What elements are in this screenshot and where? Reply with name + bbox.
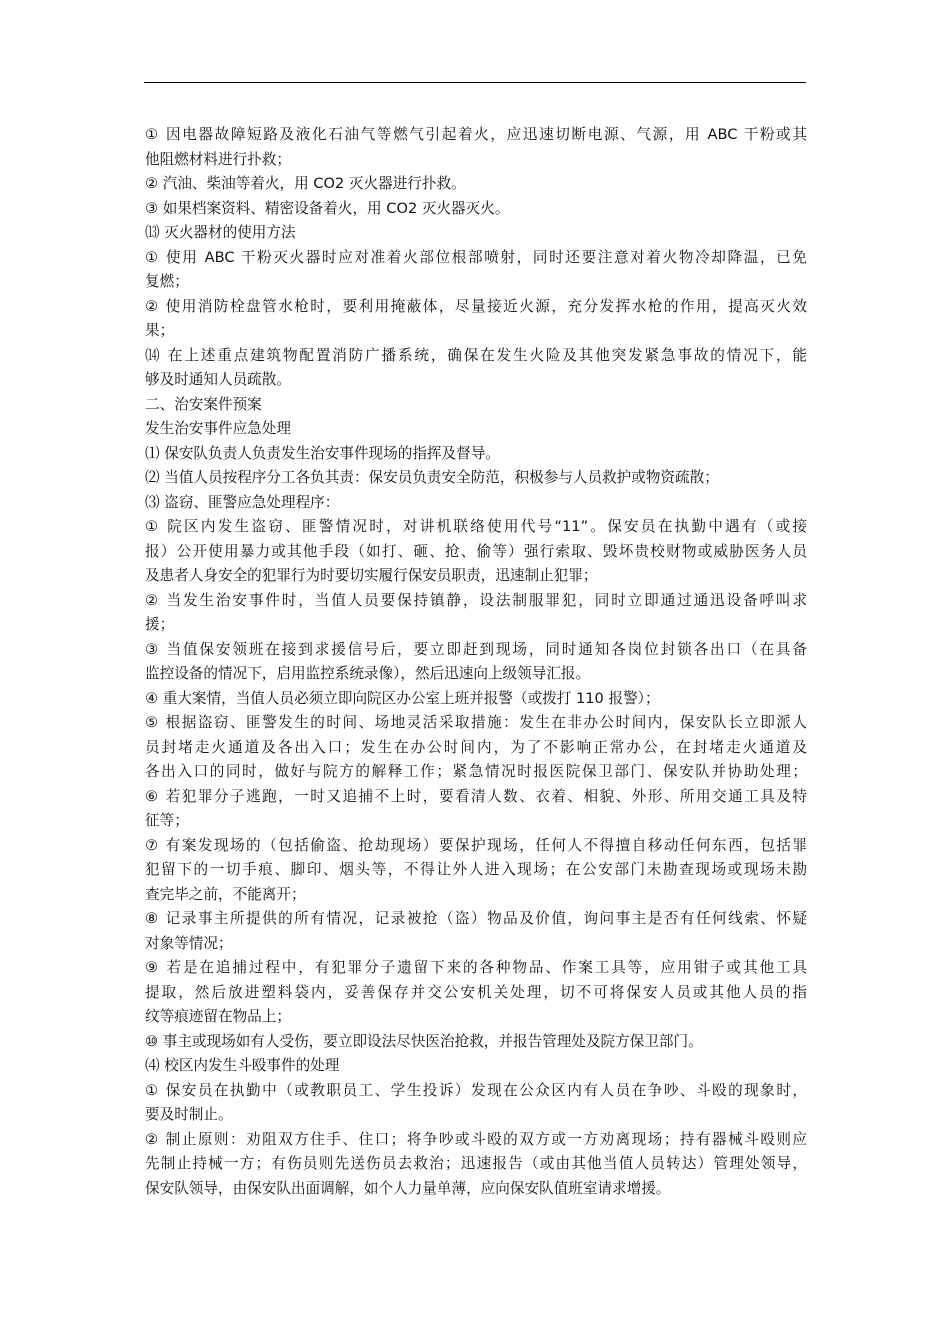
- text-line: 复燃；: [145, 273, 189, 290]
- text-line: 保安队领导，由保安队出面调解，如个人力量单薄，应向保安队值班室请求增援。: [145, 1179, 671, 1197]
- text-line: 发生治安事件应急处理: [145, 420, 291, 437]
- text-line: 及患者人身安全的犯罪行为时要切实履行保安员职责，迅速制止犯罪；: [145, 567, 598, 584]
- text-line: ② 汽油、柴油等着火，用 CO2 灭火器进行扑救。: [145, 175, 466, 192]
- text-line: 征等；: [145, 812, 189, 829]
- text-line: 犯留下的一切手痕、脚印、烟头等，不得让外人进入现场；在公安部门未勘查现场或现场未勘: [145, 861, 807, 878]
- text-line: ② 使用消防栓盘管水枪时，要利用掩蔽体，尽量接近火源，充分发挥水枪的作用，提高灭火效: [145, 297, 807, 315]
- text-line: 监控设备的情况下，启用监控系统录像），然后迅速向上级领导汇报。: [145, 665, 591, 682]
- text-line: ⒀ 灭火器材的使用方法: [145, 224, 296, 241]
- text-line: 各出入口的同时，做好与院方的解释工作；紧急情况时报医院保卫部门、保安队并协助处理；: [145, 763, 807, 780]
- text-line: ⑴ 保安队负责人负责发生治安事件现场的指挥及督导。: [145, 444, 500, 462]
- text-line: 纹等痕迹留在物品上；: [145, 1008, 291, 1025]
- text-line: ⑵ 当值人员按程序分工各负其责：保安员负责安全防范，积极参与人员救护或物资疏散；: [145, 469, 719, 486]
- text-line: ⑧ 记录事主所提供的所有情况，记录被抢（盗）物品及价值，询问事主是否有任何线索、怀疑: [145, 910, 807, 927]
- document-body: [145, 123, 807, 1201]
- text-line: 查完毕之前，不能离开；: [145, 885, 306, 903]
- text-line: 对象等情况；: [145, 934, 233, 952]
- text-line: ② 当发生治安事件时，当值人员要保持镇静，设法制服罪犯，同时立即通过通迅设备呼叫求: [145, 591, 807, 609]
- text-line: 援；: [145, 616, 175, 633]
- text-line: ① 因电器故障短路及液化石油气等燃气引起着火，应迅速切断电源、气源，用 ABC 干粉或其: [145, 126, 807, 143]
- text-line: ⑨ 若是在追捕过程中，有犯罪分子遗留下来的各种物品、作案工具等，应用钳子或其他工具: [145, 959, 807, 976]
- text-line: ⑤ 根据盗窃、匪警发生的时间、场地灵活采取措施：发生在非办公时间内，保安队长立即派人: [145, 714, 807, 731]
- text-line: ① 使用 ABC 干粉灭火器时应对准着火部位根部喷射，同时还要注意对着火物冷却降温，已免: [145, 248, 807, 266]
- text-line: ② 制止原则：劝阻双方住手、住口；将争吵或斗殴的双方或一方劝离现场；持有器械斗殴则应: [145, 1130, 807, 1148]
- text-line: ⑦ 有案发现场的（包括偷盗、抢劫现场）要保护现场，任何人不得擅自移动任何东西，包括罪: [145, 836, 807, 854]
- text-line: ⑥ 若犯罪分子逃跑，一时又追捕不上时，要看清人数、衣着、相貌、外形、所用交通工具及特: [145, 787, 807, 805]
- text-line: ③ 当值保安领班在接到求援信号后，要立即赶到现场，同时通知各岗位封锁各出口（在具备: [145, 640, 807, 658]
- text-line: ⒁ 在上述重点建筑物配置消防广播系统，确保在发生火险及其他突发紧急事故的情况下，能: [145, 346, 807, 364]
- text-line: ⑶ 盗窃、匪警应急处理程序：: [145, 493, 340, 511]
- text-line: 他阻燃材料进行扑救；: [145, 150, 291, 168]
- text-line: 报）公开使用暴力或其他手段（如打、砸、抢、偷等）强行索取、毁坏贵校财物或威胁医务人员: [145, 542, 807, 560]
- text-line: ① 院区内发生盗窃、匪警情况时，对讲机联络使用代号“11”。保安员在执勤中遇有（或接: [145, 518, 807, 535]
- text-line: 果；: [145, 322, 175, 339]
- text-line: 提取，然后放进塑料袋内，妥善保存并交公安机关处理，切不可将保安人员或其他人员的指: [145, 983, 807, 1001]
- text-line: 要及时制止。: [145, 1106, 233, 1123]
- text-line: 先制止持械一方；有伤员则先送伤员去救治；迅速报告（或由其他当值人员转达）管理处领导，: [145, 1155, 807, 1172]
- text-line: ⑩ 事主或现场如有人受伤，要立即设法尽快医治抢救，并报告管理处及院方保卫部门。: [145, 1032, 703, 1050]
- text-line: ③ 如果档案资料、精密设备着火，用 CO2 灭火器灭火。: [145, 199, 510, 217]
- text-line: 二、治安案件预案: [145, 395, 262, 413]
- header-rule: [144, 82, 806, 83]
- text-line: ⑷ 校区内发生斗殴事件的处理: [145, 1057, 340, 1074]
- text-line: ① 保安员在执勤中（或教职员工、学生投诉）发现在公众区内有人员在争吵、斗殴的现象时，: [145, 1081, 807, 1099]
- text-line: ④ 重大案情，当值人员必须立即向院区办公室上班并报警（或拨打 110 报警）；: [145, 689, 660, 707]
- text-line: 够及时通知人员疏散。: [145, 371, 291, 388]
- text-line: 员封堵走火通道及各出入口；发生在办公时间内，为了不影响正常办公，在封堵走火通道及: [145, 738, 807, 756]
